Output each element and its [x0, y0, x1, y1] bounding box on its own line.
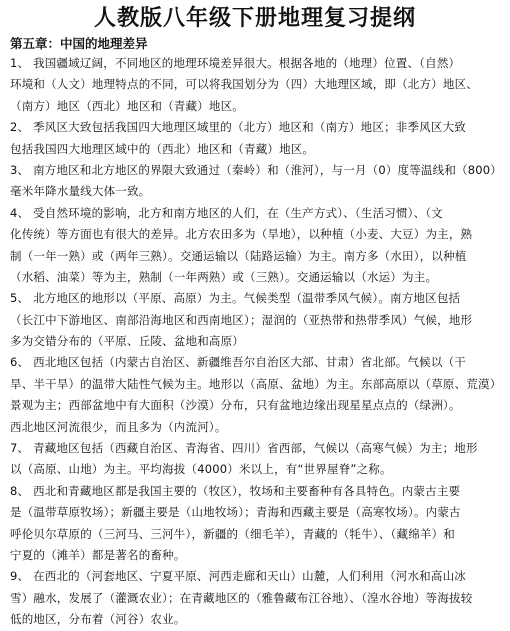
outline-item	[10, 117, 500, 160]
outline-item-line: 包括我国四大地理区域中的（西北）地区和（青藏）地区。	[10, 141, 315, 156]
outline-item-line: 1、 我国疆域辽阔，不同地区的地理环境差异很大。根据各地的（地理）位置、（自然）	[10, 56, 461, 70]
outline-item	[10, 203, 500, 289]
outline-item-line: 4、 受自然环境的影响，北方和南方地区的人们，在（生产方式）、（生活习惯）、（文	[10, 205, 443, 220]
outline-item-line: 化传统）等方面也有很大的差异。北方农田多为（旱地），以种植（小麦、大豆）为主，熟	[10, 227, 473, 242]
outline-item-line: 宁夏的（滩羊）都是著名的畜种。	[10, 547, 186, 562]
outline-item-line: 9、 在西北的（河套地区、宁夏平原、河西走廊和天山）山麓，人们利用（河水和高山冰	[10, 569, 466, 584]
outline-item-line: 制（一年一熟）或（两年三熟）。交通运输以（陆路运输）为主。南方多（水田），以种植	[10, 248, 467, 263]
outline-item-line: 低的地区，分布着（河谷）农业。	[10, 612, 186, 627]
item-list	[10, 53, 500, 631]
outline-item-line: 7、 青藏地区包括（西藏自治区、青海省、四川）省西部，气候以（高寒气候）为主；地形	[10, 441, 478, 456]
outline-item	[10, 53, 500, 117]
outline-item	[10, 352, 500, 438]
outline-item-line: 呼伦贝尔草原的（三河马、三河牛），新疆的（细毛羊），青藏的（牦牛）、（藏绵羊）和	[10, 526, 455, 541]
outline-item-line: 景观为主；西部盆地中有大面积（沙漠）分布，只有盆地边缘出现星星点点的（绿洲）。	[10, 398, 461, 413]
outline-item-line: 8、 西北和青藏地区都是我国主要的（牧区），牧场和主要畜种有各具特色。内蒙古主要	[10, 483, 461, 498]
outline-item-line: 毫米年降水量线大体一致。	[10, 184, 151, 199]
outline-item	[10, 566, 500, 630]
outline-item-line: （水稻、油菜）等为主，熟制（一年两熟）或（三熟）。交通运输以（水运）为主。	[10, 269, 438, 284]
outline-item-line: 多为交错分布的（平原、丘陵、盆地和高原）	[10, 334, 244, 349]
outline-item-line: 6、 西北地区包括（内蒙古自治区、新疆维吾尔自治区大部、甘肃）省北部。气候以（干	[10, 355, 466, 370]
chapter-heading: 第五章：中国的地理差异	[10, 36, 148, 51]
outline-item	[10, 288, 500, 352]
outline-item-line: 3、 南方地区和北方地区的界限大致通过（秦岭）和（淮河），与一月（0）度等温线和（800）	[10, 162, 502, 177]
outline-item-line: 以（高原、山地）为主。平均海拔（4000）米以上，有“世界屋脊”之称。	[10, 462, 392, 477]
outline-item-line: 雪）融水，发展了（灌溉农业）；在青藏地区的（雅鲁藏布江谷地）、（湟水谷地）等海拔较	[10, 590, 473, 605]
outline-item-line: 旱、半干旱）的温带大陆性气候为主。地形以（高原、盆地）为主。东部高原以（草原、荒漠）	[10, 376, 502, 391]
outline-item-line: 环境和（人文）地理特点的不同，可以将我国划分为（四）大地理区域，即（北方）地区、	[10, 77, 478, 92]
outline-item-line: 是（温带草原牧场）；新疆主要是（山地牧场）；青海和西藏主要是（高寒牧场）。内蒙古	[10, 505, 461, 520]
outline-item	[10, 438, 500, 481]
outline-item-line: 西北地区河流很少，而且多为（内流河）。	[10, 419, 227, 434]
outline-item-line: （长江中下游地区、南部沿海地区和西南地区）；湿润的（亚热带和热带季风）气候，地形	[10, 312, 473, 327]
outline-item	[10, 160, 500, 203]
outline-item-line: 5、 北方地区的地形以（平原、高原）为主。气候类型（温带季风气候）。南方地区包括	[10, 291, 461, 306]
outline-item-line: 2、 季风区大致包括我国四大地理区域里的（北方）地区和（南方）地区；非季风区大致	[10, 120, 466, 135]
outline-item-line: （南方）地区（西北）地区和（青藏）地区。	[10, 98, 244, 113]
document-title: 人教版八年级下册地理复习提纲	[93, 5, 416, 31]
outline-item	[10, 481, 500, 567]
